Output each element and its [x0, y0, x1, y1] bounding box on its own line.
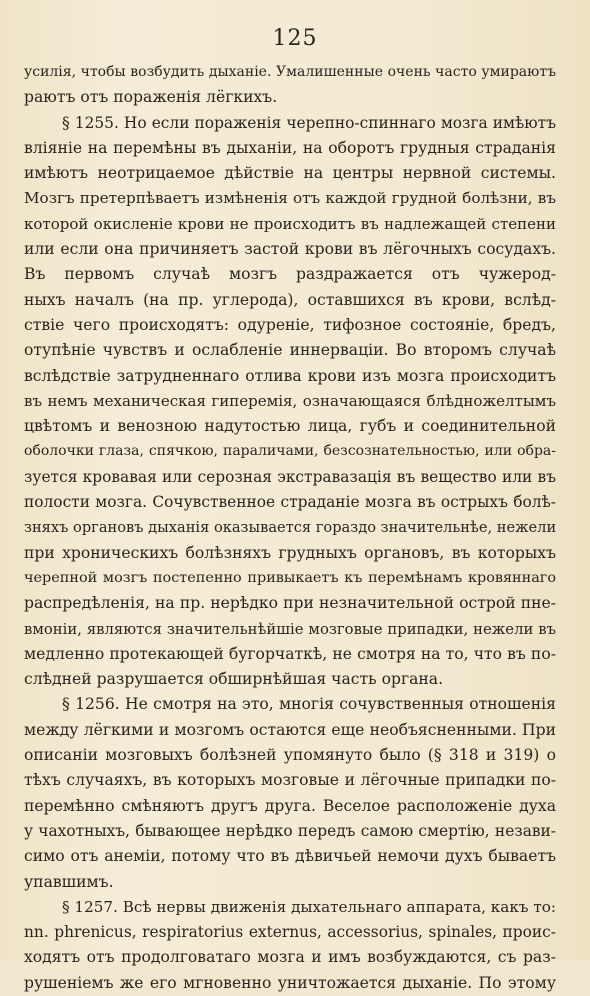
text-line: nn. phrenicus, respiratorius externus, accessorius, spinales, проис- [24, 923, 556, 942]
text-line: зняхъ органовъ дыханія оказывается гораздо значительнѣе, нежели [24, 519, 556, 537]
text-line: перемѣнно смѣняютъ другъ друга. Веселое расположеніе духа [24, 796, 556, 815]
text-line: ходятъ отъ продолговатаго мозга и имъ возбуждаются, съ раз- [24, 948, 556, 967]
text-line: полости мозга. Сочувственное страданіе мозга въ острыхъ болѣ- [24, 493, 556, 512]
text-line: цвѣтомъ и венозною надутостью лица, губъ и соединительной [24, 417, 556, 436]
text-line: черепной мозгъ постепенно привыкаетъ къ перемѣнамъ кровяннаго [24, 569, 556, 586]
text-line: вслѣдствіе затрудненнаго отлива крови изъ мозга происходитъ [24, 366, 556, 385]
text-line: вмоніи, являются значительнѣйшіе мозговые припадки, нежели въ [24, 620, 556, 638]
text-line: или если она причиняетъ застой крови въ лёгочныхъ сосудахъ. [24, 240, 556, 259]
text-line: упавшимъ. [24, 872, 114, 891]
text-line: ныхъ началъ (на пр. углерода), оставшихся въ крови, вслѣд- [24, 290, 556, 309]
text-line: описаніи мозговыхъ болѣзней упомянуто было (§ 318 и 319) о [24, 746, 556, 765]
text-line: симо отъ анеміи, потому что въ дѣвичьей немочи духъ бываетъ [24, 847, 556, 866]
text-line: ствіе чего происходятъ: одуреніе, тифозное состояніе, бредъ, [24, 315, 556, 334]
page-number: 125 [272, 26, 318, 51]
text-line: тѣхъ случаяхъ, въ которыхъ мозговые и лёгочные припадки по- [24, 771, 556, 790]
text-line: рушеніемъ же его мгновенно уничтожается дыханіе. По этому [24, 973, 556, 992]
text-line: зуется кровавая или серозная экстравазація въ вещество или въ [24, 467, 556, 486]
text-line: Мозгъ претерпѣваетъ измѣненія отъ каждой грудной болѣзни, въ [24, 189, 556, 208]
text-line: у чахотныхъ, бывающее нерѣдко передъ самою смертію, незави- [24, 821, 556, 840]
text-line: усилія, чтобы возбудить дыханіе. Умалишенные очень часто умираютъ [24, 64, 556, 80]
text-line: § 1257. Всѣ нервы движенія дыхательнаго аппарата, какъ то: [62, 897, 556, 916]
text-line: которой окисленіе крови не происходитъ въ надлежащей степени [24, 214, 556, 233]
text-line: оболочки глаза, спячкою, параличами, безсознательностью, или обра- [24, 443, 556, 460]
body-text [24, 60, 556, 996]
text-line: § 1255. Но если пораженія черепно-спиннаго мозга имѣютъ [62, 113, 556, 132]
text-line: имѣютъ неотрицаемое дѣйствіе на центры нервной системы. [24, 164, 556, 183]
text-line: раютъ отъ пораженія лёгкихъ. [24, 88, 278, 107]
text-line: между лёгкими и мозгомъ остаются еще необъясненными. При [24, 720, 556, 739]
text-line: вліяніе на перемѣны въ дыханіи, на оборотъ грудныя страданія [24, 138, 556, 157]
text-line: § 1256. Не смотря на это, многія сочувственныя отношенія [62, 695, 556, 714]
text-line: при хроническихъ болѣзняхъ грудныхъ органовъ, въ которыхъ [24, 543, 556, 562]
text-line: отупѣніе чувствъ и ослабленіе иннерваціи. Во второмъ случаѣ [24, 341, 556, 360]
text-line: слѣдней разрушается обширнѣйшая часть органа. [24, 670, 444, 689]
text-line: въ немъ механическая гиперемія, означающаяся блѣдножелтымъ [24, 391, 556, 410]
text-line: медленно протекающей бугорчаткѣ, не смотря на то, что въ по- [24, 644, 556, 663]
text-line: Въ первомъ случаѣ мозгъ раздражается отъ чужерод- [24, 265, 556, 284]
text-line: распредѣленія, на пр. нерѣдко при незначительной острой пне- [24, 594, 556, 613]
